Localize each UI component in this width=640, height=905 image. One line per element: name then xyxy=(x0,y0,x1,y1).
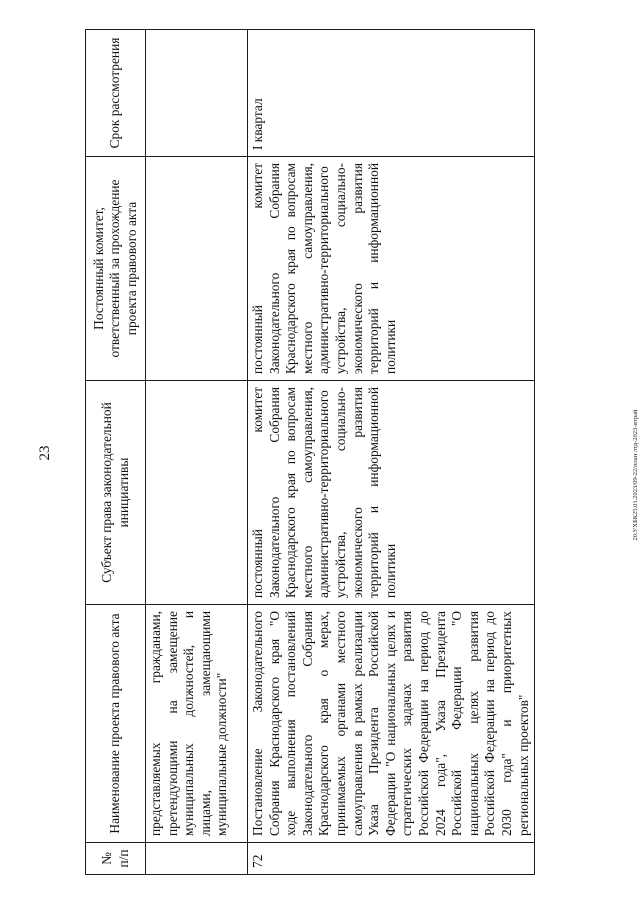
header-initiative-subject: Субъект права законодательной инициативы xyxy=(86,381,146,605)
row-initiative-subject: постоянный комитет Законодательного Собрания Краснодарского края по вопросам местного самоуправления, административно-территориального устройства, социально-экономического развития территорий и информационной политики xyxy=(248,381,535,605)
row-number: 72 xyxy=(248,843,535,875)
header-act-name: Наименование проекта правового акта xyxy=(86,605,146,843)
row-review-term xyxy=(146,30,248,157)
legislative-plan-table xyxy=(85,29,535,875)
row-initiative-subject xyxy=(146,381,248,605)
row-review-term: I квартал xyxy=(248,30,535,157)
header-number: № п/п xyxy=(86,843,146,875)
row-act-name: Постановление Законодательного Собрания Краснодарского края "О ходе выполнения постановлений Законодательного Собрания Краснодарского края о мерах, принимаемых органами местного самоуправления в рамках реализации Указа Президента Российской Федерации "О национальных целях и стратегических задачах развития Российской Федерации на период до 2024 года", Указа Президента Российской Федерации "О национальных целях развития Российской Федерации на период до 2030 года" и приоритетных региональных проектов" xyxy=(248,605,535,843)
table-row xyxy=(248,30,535,875)
row-number xyxy=(146,843,248,875)
header-review-term: Срок рассмотрения xyxy=(86,30,146,157)
rotated-table-container xyxy=(85,30,531,875)
page-number: 23 xyxy=(37,445,53,461)
row-responsible-committee xyxy=(146,157,248,381)
header-responsible-committee: Постоянный комитет, ответственный за прохождение проекта правового акта xyxy=(86,157,146,381)
row-responsible-committee: постоянный комитет Законодательного Собрания Краснодарского края по вопросам местного самоуправления, административно-территориального устройства, социально-экономического развития территорий и информационной политики xyxy=(248,157,535,381)
table-row xyxy=(146,30,248,875)
row-act-name: представляемых гражданами, претендующими на замещение муниципальных должностей, и лицами, замещающими муниципальные должности" xyxy=(146,605,248,843)
document-footer-code: 20.УХБК25.01.2023/09-22/план лтд-2023-итрай xyxy=(632,409,639,541)
table-header-row xyxy=(86,30,146,875)
